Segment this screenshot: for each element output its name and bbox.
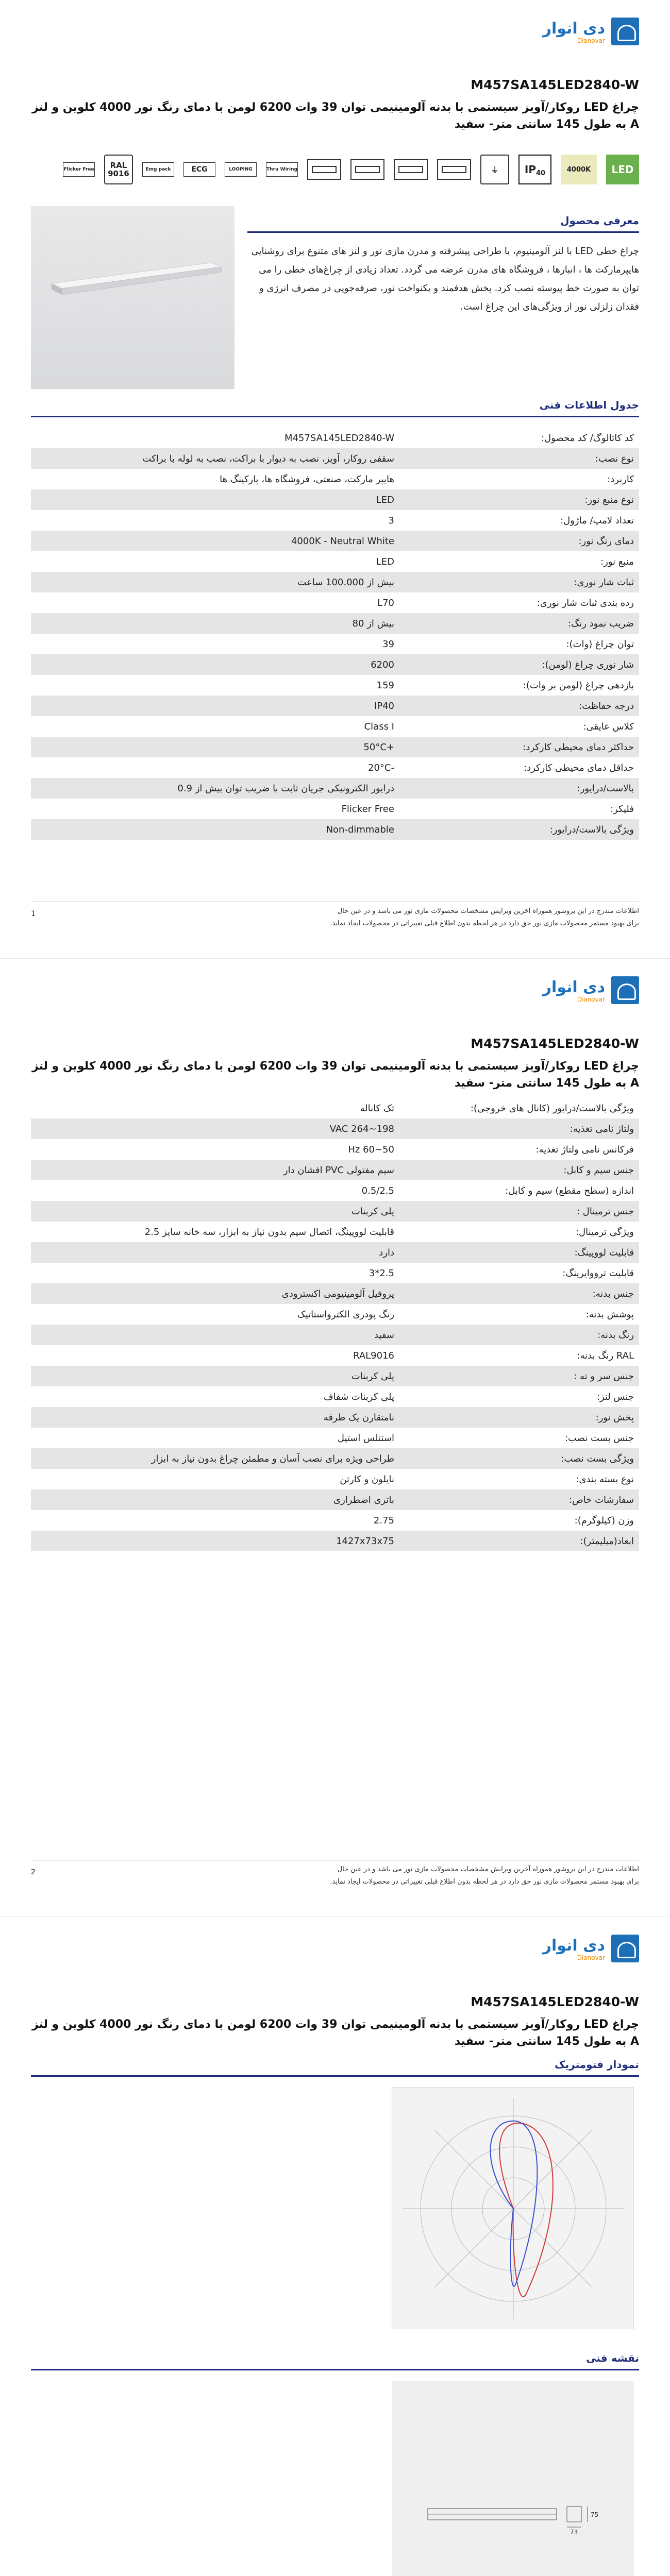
table-row: [31, 613, 639, 634]
spec-value: استنلس استیل: [337, 1432, 394, 1444]
brand-logo: [515, 976, 639, 1004]
spec-label: شار نوری چراغ (لومن):: [542, 659, 634, 670]
looping-label: LOOPING: [229, 167, 253, 172]
spec-value: رنگ پودری الکترواستاتیک: [297, 1309, 394, 1320]
table-row: [31, 489, 639, 510]
brand-name: دی انوار: [542, 978, 605, 996]
table-row: [31, 1510, 639, 1531]
surface-mount-icon: [437, 159, 471, 180]
product-code: M457SA145LED2840-W: [471, 1994, 639, 2009]
spec-value: IP40: [374, 700, 394, 711]
spec-label: ویژگی ترمینال:: [575, 1226, 634, 1238]
emergency-label: Emg pack: [145, 167, 171, 172]
spec-label: توان چراغ (وات):: [566, 638, 634, 650]
table-row: [31, 592, 639, 613]
table-row: [31, 1531, 639, 1551]
ip-value: 40: [536, 169, 546, 177]
spec-label: رنگ بدنه:: [597, 1329, 634, 1341]
thru-wiring-label: Thru Wiring: [266, 167, 297, 172]
spec-label: RAL رنگ بدنه:: [577, 1350, 634, 1361]
spec-label: منبع نور:: [600, 556, 634, 567]
brand-name: دی انوار: [542, 20, 605, 38]
spec-label: حداکثر دمای محیطی کارکرد:: [523, 741, 634, 753]
wall-mount-icon: [350, 159, 384, 180]
looping-icon: [225, 162, 257, 177]
photometric-heading: نمودار فتومتریک: [31, 2056, 639, 2077]
spec-label: جنس بست نصب:: [564, 1432, 634, 1444]
dim-width-label: 73: [570, 2529, 578, 2536]
spec-value: دارد: [379, 1247, 394, 1258]
table-row: [31, 510, 639, 531]
spec-label: پخش نور:: [595, 1412, 634, 1423]
spec-label: جنس بدنه:: [592, 1288, 634, 1299]
spec-label: جنس ترمینال :: [576, 1206, 634, 1217]
brand-tagline: Dianovar: [577, 1954, 605, 1961]
table-row: [31, 531, 639, 551]
spec-value: 6200: [371, 659, 394, 670]
spec-label: جنس لنز:: [596, 1391, 634, 1402]
spec-value: هایپر مارکت، صنعتی، فروشگاه ها، پارکینگ ها: [220, 473, 394, 485]
spec-label: دمای رنگ نور:: [578, 535, 634, 547]
spec-label: جنس سیم و کابل:: [563, 1164, 634, 1176]
spec-value: سیم مفتولی PVC افشان دار: [283, 1164, 394, 1176]
spec-value: بیش از 80: [352, 618, 394, 629]
spec-value: 39: [382, 638, 394, 650]
spec-label: کد کاتالوگ/ کد محصول:: [541, 432, 634, 444]
ip-label: IP: [524, 163, 536, 176]
specs-table-1: [31, 428, 639, 840]
page-1: [0, 0, 670, 958]
color-temp-icon: [561, 155, 597, 184]
spec-value: پلی کربنات شفاف: [323, 1391, 394, 1402]
spec-value: 2.75: [373, 1515, 394, 1526]
spec-label: ویژگی بست نصب:: [561, 1453, 634, 1464]
spec-label: ابعاد(میلیمتر):: [580, 1535, 634, 1547]
spec-value: 3: [388, 515, 394, 526]
page-number-2: 2: [31, 1868, 36, 1876]
spec-label: نوع بسته بندی:: [576, 1473, 634, 1485]
spec-label: سفارشات خاص:: [568, 1494, 634, 1505]
spec-label: نوع نصب:: [595, 453, 634, 464]
emergency-pack-icon: [142, 162, 174, 177]
table-row: [31, 1428, 639, 1448]
table-row: [31, 716, 639, 737]
table-row: [31, 1489, 639, 1510]
spec-label: فرکانس نامی ولتاژ تغذیه:: [535, 1144, 634, 1155]
product-code: M457SA145LED2840-W: [471, 77, 639, 92]
luminaire-illustration: [31, 206, 234, 389]
spec-label: پوشش بدنه:: [585, 1309, 634, 1320]
spec-value: درایور الکترونیکی جریان ثابت با ضریب توان بیش از 0.9: [177, 783, 394, 794]
pendant-mount-icon: [394, 159, 428, 180]
spec-value: قابلیت لووپینگ، اتصال سیم بدون نیاز به ابزار، سه خانه سایز 2.5: [144, 1226, 394, 1238]
spec-value: Flicker Free: [341, 803, 394, 815]
polar-curve: [392, 2088, 634, 2330]
table-row: [31, 757, 639, 778]
table-row: [31, 737, 639, 757]
table-row: [31, 778, 639, 799]
spec-label: ویژگی بالاست/درایور:: [549, 824, 634, 835]
spec-value: سفید: [374, 1329, 394, 1341]
spec-label: اندازه (سطح مقطع) سیم و کابل:: [505, 1185, 634, 1196]
table-row: [31, 1139, 639, 1160]
page-number-1: 1: [31, 910, 36, 918]
product-title: چراغ LED روکار/آویز سیستمی با بدنه آلومینیمی توان 39 وات 6200 لومن با دمای رنگ نور 4000 کلوین و لنز A به طول 145 سانتی متر- سفید: [31, 1060, 639, 1090]
spec-value: 1427x73x75: [336, 1535, 394, 1547]
table-row: [31, 428, 639, 448]
spec-value: LED: [376, 556, 394, 567]
spec-value: 4000K - Neutral White: [291, 535, 394, 547]
spec-value: 159: [376, 680, 394, 691]
footer-note-1: [31, 902, 639, 929]
dimensions-heading: نقشه فنی: [31, 2350, 639, 2370]
table-row: [31, 469, 639, 489]
spec-value: +50°C: [363, 741, 394, 753]
spec-label: ثبات شار نوری:: [574, 577, 634, 588]
page-3: [0, 1917, 670, 2576]
spec-value: -20°C: [368, 762, 394, 773]
table-row: [31, 1201, 639, 1222]
spec-value: بیش از 100.000 ساعت: [297, 577, 394, 588]
table-row: [31, 1448, 639, 1469]
footer-note-line2: برای بهبود مستمر محصولات مازی نور حق دارد در هر لحظه بدون اطلاع قبلی تغییراتی در محصولات ایجاد نماید.: [330, 919, 639, 927]
spec-value: Class I: [364, 721, 394, 732]
dimension-svg: [392, 2381, 634, 2576]
dim-height-label: 75: [591, 2511, 599, 2518]
ecg-icon: [183, 162, 215, 177]
dimension-drawing: [392, 2381, 634, 2576]
spec-label: فلیکر:: [610, 803, 634, 815]
spec-value: پروفیل آلومینیومی اکسترودی: [281, 1288, 394, 1299]
table-row: [31, 675, 639, 696]
spec-value: RAL9016: [353, 1350, 394, 1361]
product-image: [31, 206, 234, 389]
table-row: [31, 448, 639, 469]
table-row: [31, 654, 639, 675]
brand-logo-mark: [611, 1935, 639, 1962]
table-row: [31, 696, 639, 716]
table-row: [31, 1345, 639, 1366]
photometric-diagram: [392, 2087, 634, 2329]
table-row: [31, 1366, 639, 1386]
table-row: [31, 1325, 639, 1345]
intro-heading: معرفی محصول: [247, 212, 639, 233]
flicker-label: Flicker Free: [63, 167, 94, 172]
spec-value: پلی کربنات: [351, 1206, 394, 1217]
footer-note-line1: اطلاعات مندرج در این بروشور هموراه آخرین ویرایش مشخصات محصولات مازی نور می باشد و در عین حال: [337, 1866, 639, 1874]
brand-logo: [515, 18, 639, 45]
spec-label: قابلیت ترووایرینگ:: [562, 1267, 634, 1279]
spec-label: حداقل دمای محیطی کارکرد:: [524, 762, 634, 773]
table-row: [31, 1283, 639, 1304]
ral-label: RAL: [110, 160, 127, 170]
spec-value: سقفی روکار، آویز، نصب به دیوار با براکت، نصب به لوله با براکت: [142, 453, 394, 464]
table-row: [31, 1118, 639, 1139]
spec-value: نایلون و کارتن: [340, 1473, 394, 1485]
ral-value: 9016: [108, 169, 129, 178]
table-row: [31, 1160, 639, 1180]
product-title: چراغ LED روکار/آویز سیستمی با بدنه آلومینیمی توان 39 وات 6200 لومن با دمای رنگ نور 4000 کلوین و لنز A به طول 145 سانتی متر- سفید: [31, 101, 639, 131]
table-row: [31, 799, 639, 819]
spec-label: کاربرد:: [607, 473, 634, 485]
table-row: [31, 1304, 639, 1325]
footer-note-2: [31, 1860, 639, 1888]
pipe-mount-icon: [307, 159, 341, 180]
table-row: [31, 1469, 639, 1489]
spec-value: 198~264 VAC: [329, 1123, 394, 1134]
spec-value: باتری اضطراری: [333, 1494, 394, 1505]
table-row: [31, 572, 639, 592]
spec-label: جنس سر و ته :: [574, 1370, 634, 1382]
spec-label: نوع منبع نور:: [584, 494, 634, 505]
table-row: [31, 1386, 639, 1407]
ral-icon: [104, 155, 133, 184]
spec-value: 0.5/2.5: [361, 1185, 394, 1196]
table-row: [31, 1263, 639, 1283]
table-row: [31, 1098, 639, 1118]
ecg-label: ECG: [191, 165, 208, 174]
footer-note-line1: اطلاعات مندرج در این بروشور هموراه آخرین ویرایش مشخصات محصولات مازی نور می باشد و در عین حال: [337, 907, 639, 916]
spec-label: بازدهی چراغ (لومن بر وات):: [523, 680, 634, 691]
table-row: [31, 551, 639, 572]
page-2: [0, 958, 670, 1917]
spec-label: قابلیت لووپینگ:: [574, 1247, 634, 1258]
spec-label: ضریب نمود رنگ:: [568, 618, 634, 629]
spec-value: تک کاناله: [360, 1103, 394, 1114]
spec-value: L70: [377, 597, 394, 608]
brand-name: دی انوار: [542, 1937, 605, 1955]
spec-value: طراحی ویژه برای نصب آسان و مطمئن چراغ بدون نیاز به ابزار: [151, 1453, 394, 1464]
table-row: [31, 1242, 639, 1263]
color-temp-label: 4000K: [566, 165, 591, 174]
feature-icons: [63, 155, 639, 184]
spec-label: ویژگی بالاست/درایور (کانال های خروجی):: [470, 1103, 634, 1114]
spec-value: LED: [376, 494, 394, 505]
spec-label: رده بندی ثبات شار نوری:: [537, 597, 634, 608]
brand-logo: [515, 1935, 639, 1962]
thru-wiring-icon: [266, 162, 298, 177]
spec-label: وزن (کیلوگرم):: [574, 1515, 634, 1526]
spec-label: تعداد لامپ/ ماژول:: [560, 515, 634, 526]
product-title: چراغ LED روکار/آویز سیستمی با بدنه آلومینیمی توان 39 وات 6200 لومن با دمای رنگ نور 4000 کلوین و لنز A به طول 145 سانتی متر- سفید: [31, 2018, 639, 2048]
ground-class-icon: ⏚: [480, 155, 509, 184]
spec-value: Non-dimmable: [326, 824, 394, 835]
led-label: LED: [611, 163, 634, 176]
table-row: [31, 819, 639, 840]
table-row: [31, 1222, 639, 1242]
flicker-free-icon: [63, 162, 95, 177]
footer-note-line2: برای بهبود مستمر محصولات مازی نور حق دارد در هر لحظه بدون اطلاع قبلی تغییراتی در محصولات ایجاد نماید.: [330, 1877, 639, 1886]
brand-tagline: Dianovar: [577, 996, 605, 1003]
spec-label: ولتاژ نامی تغذیه:: [569, 1123, 634, 1134]
table-row: [31, 1407, 639, 1428]
product-code: M457SA145LED2840-W: [471, 1036, 639, 1051]
brand-logo-mark: [611, 18, 639, 45]
led-icon: [606, 155, 639, 184]
spec-value: 50~60 Hz: [348, 1144, 394, 1155]
spec-value: M457SA145LED2840-W: [284, 432, 394, 444]
brand-tagline: Dianovar: [577, 37, 605, 44]
brand-logo-mark: [611, 976, 639, 1004]
spec-label: کلاس عایقی:: [583, 721, 634, 732]
spec-value: 2.5*3: [368, 1267, 394, 1279]
ip-rating-icon: [518, 155, 551, 184]
table-row: [31, 634, 639, 654]
spec-value: نامتقارن یک طرفه: [323, 1412, 394, 1423]
spec-label: بالاست/درایور:: [577, 783, 634, 794]
table-row: [31, 1180, 639, 1201]
specs-heading: جدول اطلاعات فنی: [31, 397, 639, 417]
spec-label: درجه حفاظت:: [579, 700, 634, 711]
spec-value: پلی کربنات: [351, 1370, 394, 1382]
specs-table-2: [31, 1098, 639, 1551]
intro-paragraph: چراغ خطی LED با لنز آلومینیوم، با طراحی پیشرفته و مدرن مازی نور و لنز های متنوع برای روشنایی هایپرمارکت ها ، انبارها ، فروشگاه های مدرن عرضه می گردد. تعداد زیادی از چراغ‌های خطی را می توان به صورت خط پیوسته نصب کرد. پخش هدفمند و یکنواخت نور، صرفه‌جویی در مصرف انرژی و فقدان زلزلی نور از ویژگی‌های این چراغ است.: [251, 246, 639, 312]
